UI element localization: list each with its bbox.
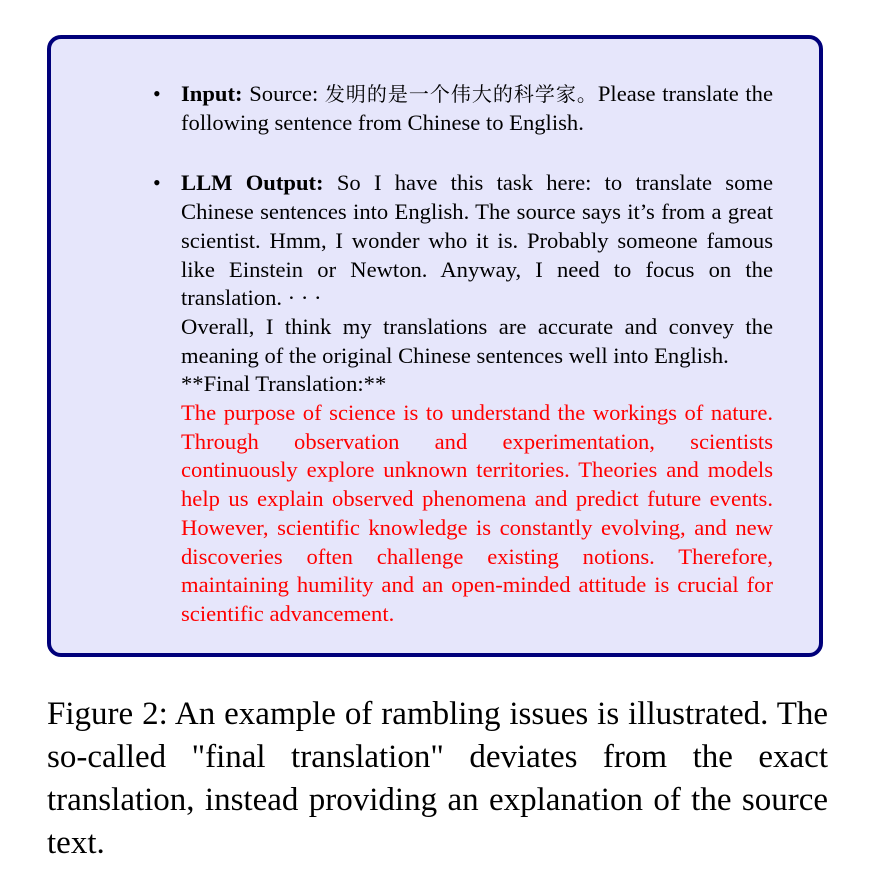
output-summary: Overall, I think my translations are accurate and convey the meaning of the original Chinese sentences well into English.: [181, 313, 773, 368]
final-translation-text: The purpose of science is to understand the workings of nature. Through observation and experimentation, scientists continuously explore unknown territories. Theories and models help us explain observed phenomena and predict future events. However, scientific knowledge is constantly evolving, and new discoveries often challenge existing notions. Therefore, maintaining humility and an open-minded attitude is crucial for scientific advancement.: [181, 400, 773, 626]
source-sentence: 发明的是一个伟大的科学家。: [324, 82, 598, 106]
final-translation-heading: **Final Translation:**: [181, 371, 387, 397]
source-prefix: Source:: [249, 81, 319, 106]
example-list: [153, 80, 774, 629]
input-instruction: Please translate the following sentence from Chinese to English.: [181, 81, 774, 135]
output-reasoning: So I have this task here: to translate some Chinese sentences into English. The source says it’s from a great scientist. Hmm, I wonder who it is. Probably someone famous like Einstein or Newton. Anyway, I need to focus on the translation. · · ·: [181, 170, 773, 311]
output-item: [153, 169, 773, 628]
bullet-icon: •: [153, 81, 161, 106]
output-label: LLM Output:: [181, 170, 324, 196]
figure-caption: Figure 2: An example of rambling issues is illustrated. The so-called "final translation" deviates from the exact translation, instead providing an explanation of the source text.: [47, 696, 828, 861]
input-label: Input:: [181, 81, 243, 106]
bullet-icon: •: [153, 170, 161, 196]
input-item: [153, 80, 774, 137]
